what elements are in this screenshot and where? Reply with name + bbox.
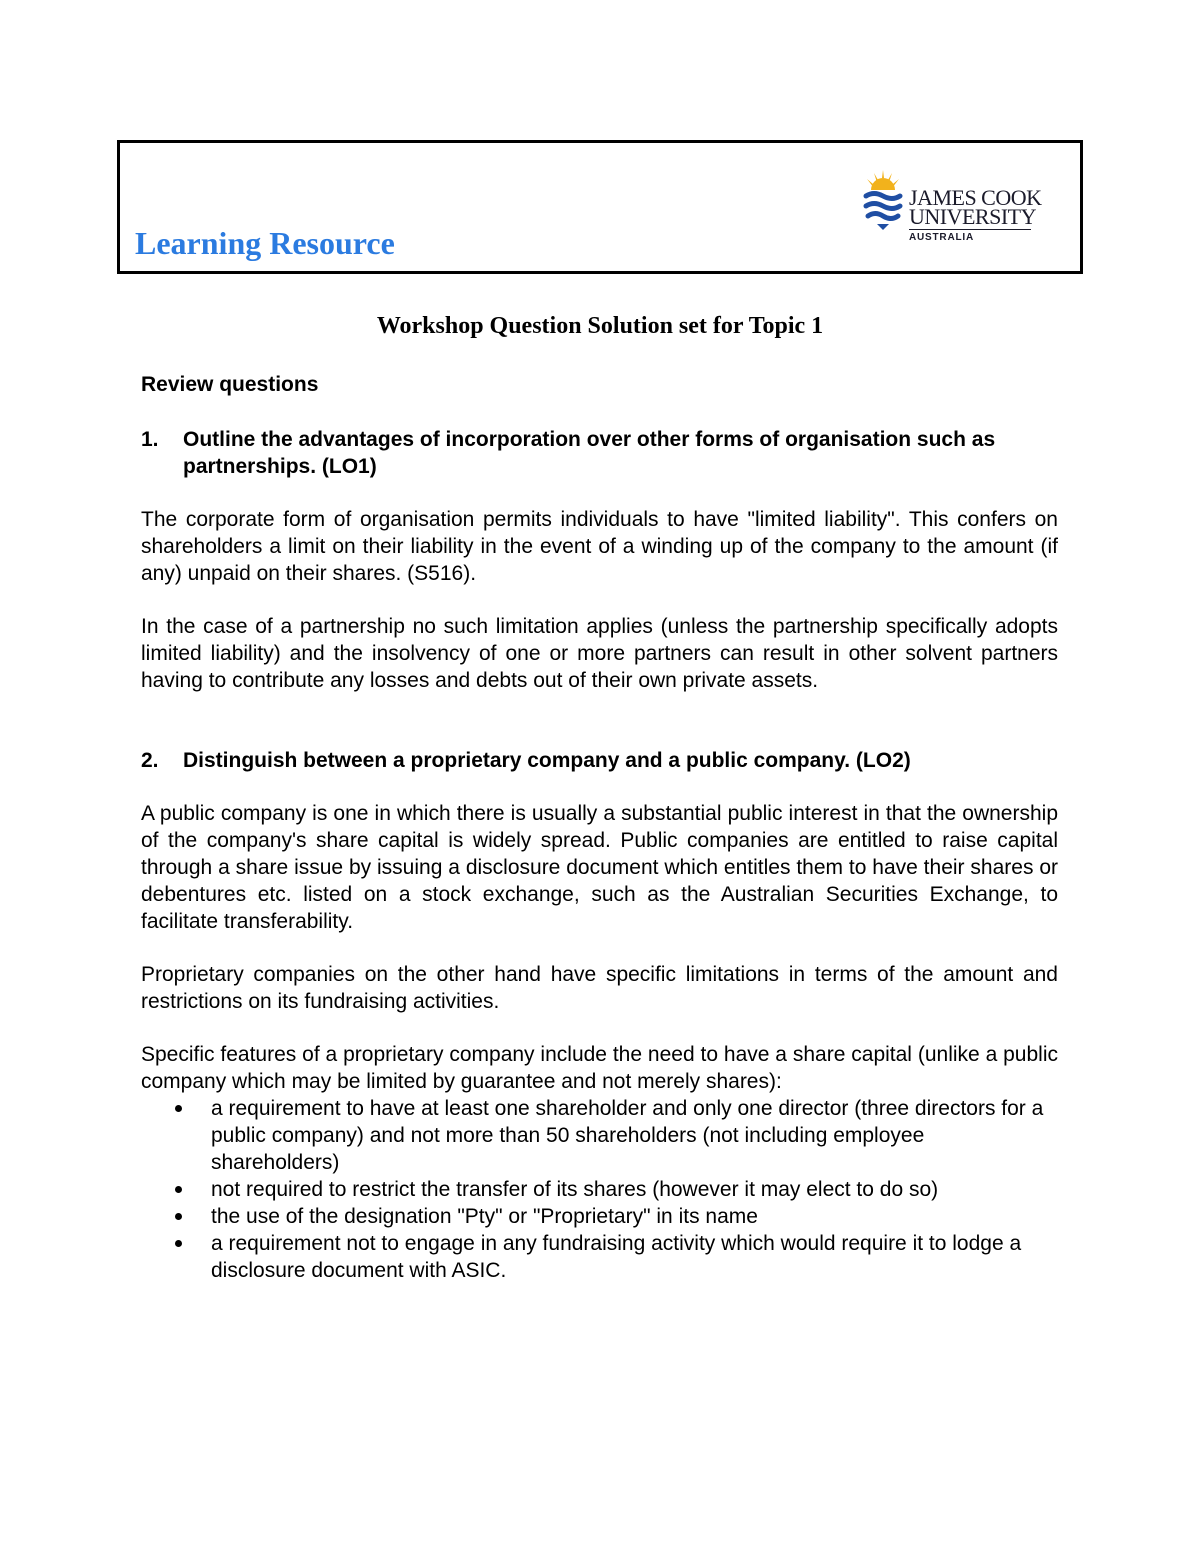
question-2 <box>141 747 1058 774</box>
document-title: Workshop Question Solution set for Topic 1 <box>376 313 824 339</box>
list-item <box>141 1095 1058 1176</box>
university-logo <box>863 168 1043 248</box>
answer-paragraph: In the case of a partnership no such limitation applies (unless the partnership specifically adopts limited liability) and the insolvency of one or more partners can result in other solvent partners having to contribute any losses and debts out of their own private assets. <box>141 615 1058 692</box>
question-number: 2. <box>141 749 159 772</box>
list-item <box>141 1176 1058 1203</box>
logo-crest-icon <box>863 168 903 232</box>
question-1 <box>141 426 1058 480</box>
bullet-icon <box>141 1203 211 1230</box>
answer-paragraph: A public company is one in which there is usually a substantial public interest in that the ownership of the company's share capital is widely spread. Public companies are entitled to raise capital through a share issue by issuing a disclosure document which entitles them to have their shares or debentures etc. listed on a stock exchange, such as the Australian Securities Exchange, to facilitate transferability. <box>141 802 1058 933</box>
list-item <box>141 1203 1058 1230</box>
list-item-text: the use of the designation "Pty" or "Proprietary" in its name <box>211 1205 758 1228</box>
question-number: 1. <box>141 428 159 451</box>
list-item <box>141 1230 1058 1284</box>
answer-paragraph: Specific features of a proprietary company include the need to have a share capital (unlike a public company which may be limited by guarantee and not merely shares): <box>141 1043 1058 1093</box>
bullet-icon <box>141 1176 211 1203</box>
feature-list <box>141 1095 1058 1284</box>
list-item-text: a requirement not to engage in any fundraising activity which would require it to lodge a disclosure document with ASIC. <box>211 1232 1022 1282</box>
logo-text-line3: AUSTRALIA <box>909 232 974 243</box>
section-heading: Review questions <box>141 373 319 396</box>
bullet-icon <box>141 1095 211 1176</box>
question-text: Outline the advantages of incorporation over other forms of organisation such as partnerships. (LO1) <box>183 428 996 478</box>
answer-paragraph: The corporate form of organisation permits individuals to have "limited liability". This confers on shareholders a limit on their liability in the event of a winding up of the company to the amount (if any) unpaid on their shares. (S516). <box>141 508 1058 585</box>
question-text: Distinguish between a proprietary company and a public company. (LO2) <box>183 749 911 772</box>
header-title: Learning Resource <box>135 225 395 261</box>
list-item-text: not required to restrict the transfer of its shares (however it may elect to do so) <box>211 1178 939 1201</box>
logo-text-line2: UNIVERSITY <box>909 204 1036 229</box>
logo-rule <box>909 229 1031 230</box>
document-body <box>141 371 1058 1284</box>
answer-paragraph: Proprietary companies on the other hand have specific limitations in terms of the amount and restrictions on its fundraising activities. <box>141 963 1058 1013</box>
logo-text-line1: JAMES COOK <box>909 185 1042 210</box>
bullet-icon <box>141 1230 211 1284</box>
list-item-text: a requirement to have at least one shareholder and only one director (three directors for a public company) and not more than 50 shareholders (not including employee shareholders) <box>211 1097 1044 1174</box>
header-box <box>117 140 1083 274</box>
